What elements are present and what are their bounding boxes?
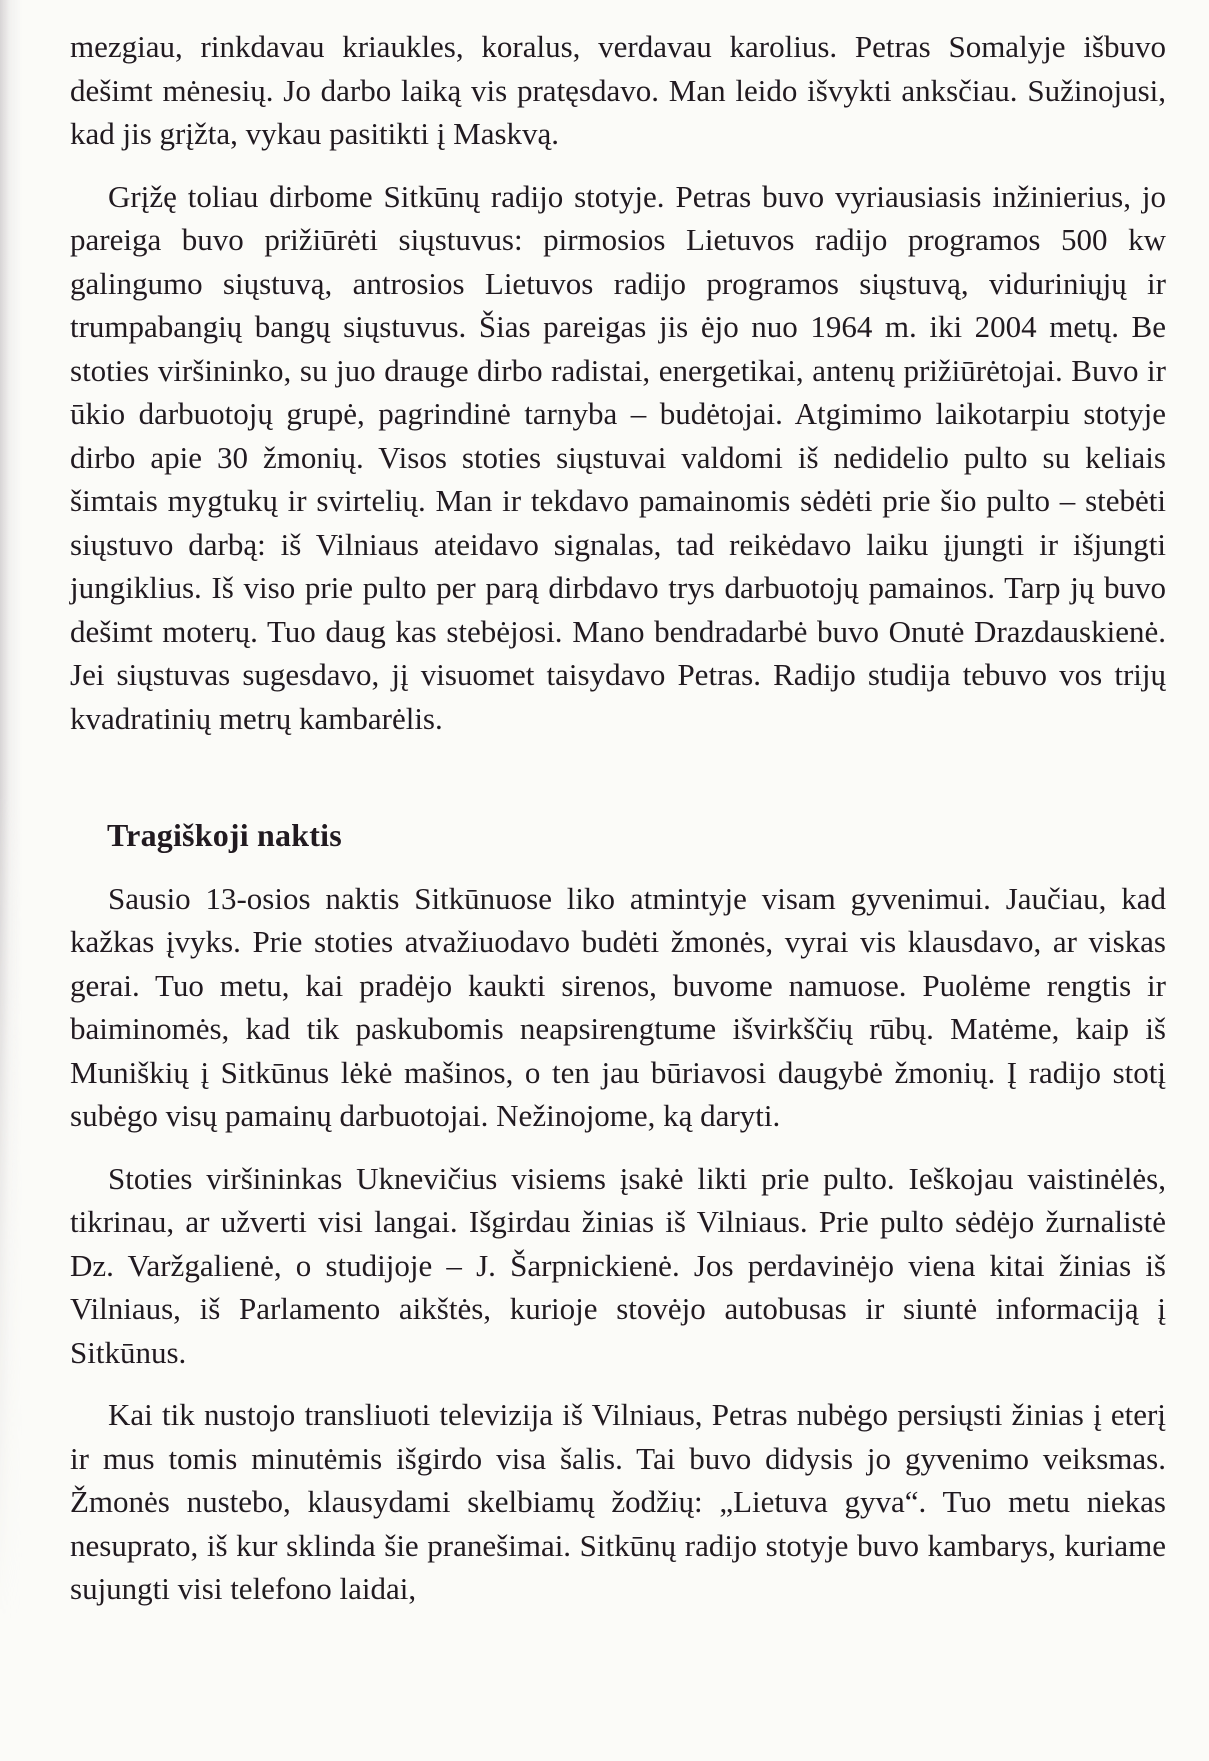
paragraph-lietuva-gyva: Kai tik nustojo transliuoti televizija iš Vilniaus, Petras nubėgo persiųsti žinias į eterį ir mus tomis minutėmis išgirdo visa šalis. Tai buvo didysis jo gyvenimo veiksmas. Žmonės nustebo, klausydami skelbiamų žodžių: „Lietuva gyva“. Tuo metu niekas nesuprato, iš kur sklinda šie pranešimai. Sitkūnų radijo stotyje buvo kambarys, kuriame sujungti visi telefono laidai, <box>70 1397 1166 1606</box>
paragraph-stoties-virsininkas: Stoties viršininkas Uknevičius visiems įsakė likti prie pulto. Ieškojau vaistinėlės, tikrinau, ar užverti visi langai. Išgirdau žinias iš Vilniaus. Prie pulto sėdėjo žurnalistė Dz. Varžgalienė, o studijoje – J. Šarpnickienė. Jos perdavinėjo viena kitai žinias iš Vilniaus, iš Parlamento aikštės, kurioje stovėjo autobusas ir siuntė informaciją į Sitkūnus. <box>70 1160 1166 1370</box>
paragraph-sausio-13-naktis: Sausio 13-osios naktis Sitkūnuose liko atmintyje visam gyvenimui. Jaučiau, kad kažkas įvyks. Prie stoties atvažiuodavo budėti žmonės, vyrai vis klausdavo, ar viskas gerai. Tuo metu, kai pradėjo kaukti sirenos, buvome namuose. Puolėme rengtis ir baiminomės, kad tik paskubomis neapsirengtume išvirkščių rūbų. Matėme, kaip iš Muniškių į Sitkūnus lėkė mašinos, o ten jau būriavosi daugybė žmonių. Į radijo stotį subėgo visų pamainų darbuotojai. Nežinojome, ką daryti. <box>70 880 1166 1133</box>
paragraph-sitkunu-radijo-stotis: Grįžę toliau dirbome Sitkūnų radijo stotyje. Petras buvo vyriausiasis inžinierius, jo pareiga buvo prižiūrėti siųstuvus: pirmosios Lietuvos radijo programos 500 kw galingumo siųstuvą, antrosios Lietuvos radijo programos siųstuvą, viduriniųjų ir trumpabangių bangų siųstuvus. Šias pareigas jis ėjo nuo 1964 m. iki 2004 metų. Be stoties viršininko, su juo drauge dirbo radistai, energetikai, antenų prižiūrėtojai. Buvo ir ūkio darbuotojų grupė, pagrindinė tarnyba – budėtojai. Atgimimo laikotarpiu stotyje dirbo apie 30 žmonių. Visos stoties siųstuvai valdomi iš nedidelio pulto su keliais šimtais mygtukų ir svirtelių. Man ir tekdavo pamainomis sėdėti prie šio pulto – stebėti siųstuvo darbą: iš Vilniaus ateidavo signalas, tad reikėdavo laiku įjungti ir išjungti jungiklius. Iš viso prie pulto per parą dirbdavo trys darbuotojų pamainos. Tarp jų buvo dešimt moterų. Tuo daug kas stebėjosi. Mano bendradarbė buvo Onutė Drazdauskienė. Jei siųstuvas sugesdavo, jį visuomet taisydavo Petras. Radijo studija tebuvo vos trijų kvadratinių metrų kambarėlis. <box>70 178 1166 736</box>
section-heading-tragiskoji-naktis: Tragiškoji naktis <box>107 817 342 853</box>
paragraph-somalyje-continuation: mezgiau, rinkdavau kriaukles, koralus, verdavau karolius. Petras Somalyje išbuvo dešimt mėnesių. Jo darbo laiką vis pratęsdavo. Man leido išvykti anksčiau. Sužinojusi, kad jis grįžta, vykau pasitikti į Maskvą. <box>70 29 1166 151</box>
page-gutter-shadow <box>0 0 22 1761</box>
page-text-column <box>70 25 1166 1630</box>
